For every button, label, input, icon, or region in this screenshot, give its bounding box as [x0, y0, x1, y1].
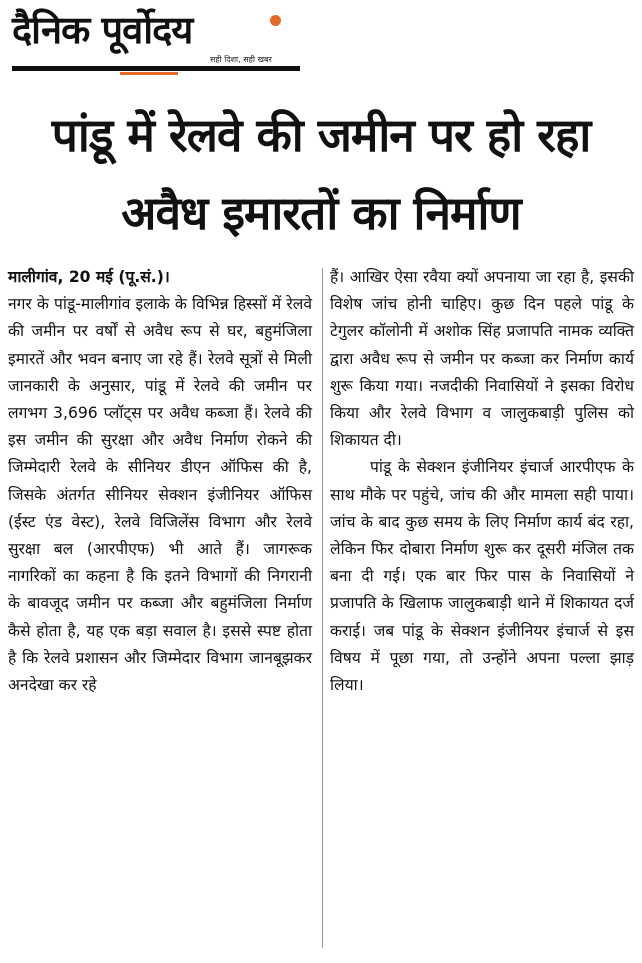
article-column-right [330, 264, 634, 699]
article-paragraph: पांडू के सेक्शन इंजीनियर इंचार्ज आरपीएफ के साथ मौके पर पहुंचे, जांच की और मामला सही पाया। जांच के बाद कुछ समय के लिए निर्माण कार्य बंद रहा, लेकिन फिर दोबारा निर्माण शुरू कर दूसरी मंजिल तक बना दी गई। एक बार फिर पास के निवासियों ने प्रजापति के खिलाफ जालुकबाड़ी थाने में शिकायत दर्ज कराई। जब पांडू के सेक्शन इंजीनियर इंचार्ज से इस विषय में पूछा गया, तो उन्होंने अपना पल्ला झाड़ लिया। [330, 458, 634, 695]
newspaper-name: दैनिक पूर्वोदय [12, 8, 193, 52]
article-column-left [8, 264, 312, 699]
newspaper-tagline: सही दिशा, सही खबर [210, 55, 272, 64]
article-headline: पांडू में रेलवे की जमीन पर हो रहा अवैध इमारतों का निर्माण [51, 108, 591, 240]
masthead-accent-line [120, 72, 178, 75]
article-paragraph: हैं। आखिर ऐसा रवैया क्यों अपनाया जा रहा है, इसकी विशेष जांच होनी चाहिए। कुछ दिन पहले पांडू के टेगुलर कॉलोनी में अशोक सिंह प्रजापति नामक व्यक्ति द्वारा अवैध रूप से जमीन पर कब्जा कर निर्माण कार्य शुरू किया गया। नजदीकी निवासियों ने इसका विरोध किया और रेलवे विभाग व जालुकबाड़ी पुलिस को शिकायत दी। [330, 268, 634, 450]
column-divider [322, 268, 323, 948]
masthead-logo-dot-icon [270, 15, 281, 26]
newspaper-masthead [12, 6, 302, 74]
masthead-rule [12, 66, 300, 71]
article-paragraph: नगर के पांडू-मालीगांव इलाके के विभिन्न हिस्सों में रेलवे की जमीन पर वर्षों से अवैध रूप से घर, बहुमंजिला इमारतें और भवन बनाए जा रहे हैं। रेलवे सूत्रों से मिली जानकारी के अनुसार, पांडू में रेलवे की जमीन पर लगभग 3,696 प्लॉट्स पर अवैध कब्जा हैं। रेलवे की इस जमीन की सुरक्षा और अवैध निर्माण रोकने की जिम्मेदारी रेलवे के सीनियर डीएन ऑफिस की है, जिसके अंतर्गत सीनियर सेक्शन इंजीनियर ऑफिस (ईस्ट एंड वेस्ट), रेलवे विजिलेंस विभाग और रेलवे सुरक्षा बल (आरपीएफ) भी आते हैं। जागरूक नागरिकों का कहना है कि इतने विभागों की निगरानी के बावजूद जमीन पर कब्जा और बहुमंजिला निर्माण कैसे होता है, यह एक बड़ा सवाल है। इससे स्पष्ट होता है कि रेलवे प्रशासन और जिम्मेदार विभाग जानबूझकर अनदेखा कर रहे [8, 295, 312, 695]
article-dateline: मालीगांव, 20 मई (पू.सं.)। [8, 268, 170, 286]
